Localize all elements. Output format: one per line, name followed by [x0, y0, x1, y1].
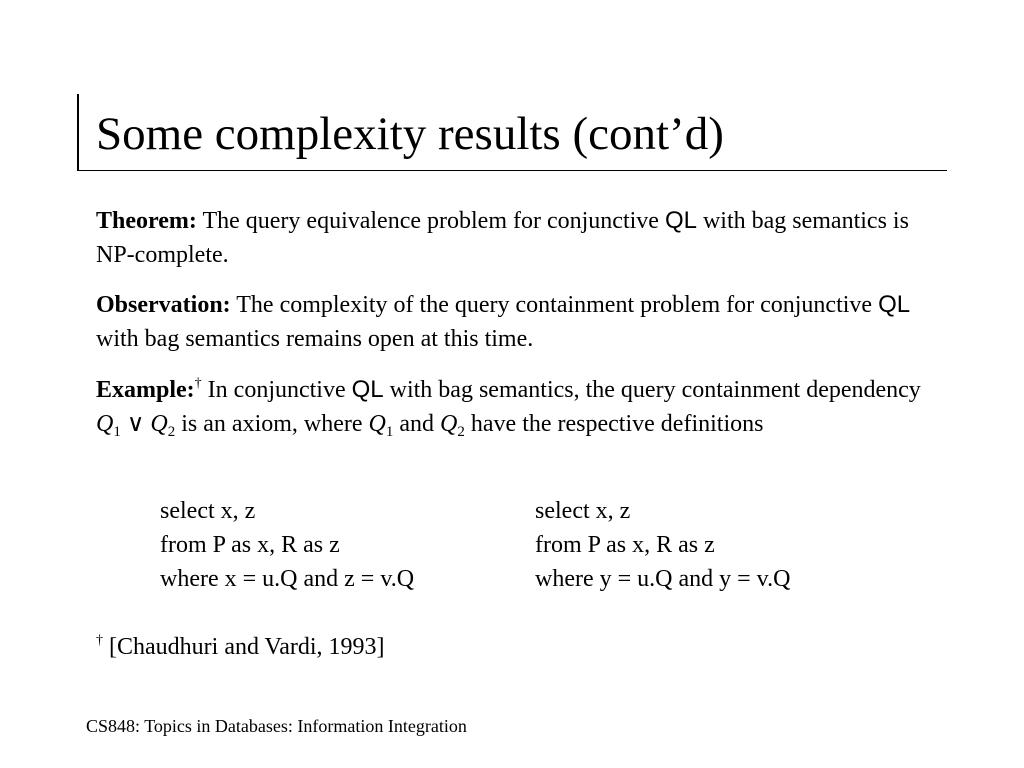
containment-symbol: ∨	[126, 410, 145, 437]
q1-ref-symbol: Q	[368, 411, 386, 437]
query-q2-definition	[535, 494, 790, 596]
query-q2-where: where y = u.Q and y = v.Q	[535, 566, 791, 592]
theorem-text-2: with bag semantics is NP-complete.	[96, 208, 909, 268]
theorem-paragraph	[96, 204, 946, 272]
q2-symbol: Q	[150, 411, 168, 437]
example-text-2: with bag semantics, the query containment dependency	[389, 377, 921, 403]
footnote-dagger: †	[96, 633, 103, 648]
query-q1-from: from P as x, R as z	[160, 532, 340, 558]
theorem-label: Theorem:	[96, 208, 197, 234]
query-q2-from: from P as x, R as z	[535, 532, 715, 558]
example-and: and	[399, 411, 435, 437]
observation-ql: QL	[878, 291, 911, 318]
slide-footer: CS848: Topics in Databases: Information Integration	[86, 716, 467, 736]
q2-ref-symbol: Q	[440, 411, 458, 437]
observation-paragraph	[96, 288, 946, 356]
observation-text-1: The complexity of the query containment problem for conjunctive	[236, 292, 873, 318]
footnote	[96, 630, 385, 664]
q2-ref-subscript: 2	[457, 424, 465, 440]
observation-text-2: with bag semantics remains open at this time.	[96, 326, 534, 352]
example-paragraph	[96, 373, 946, 441]
q1-ref-subscript: 1	[385, 424, 394, 440]
title-underline-rule	[77, 170, 947, 171]
query-q2-select: select x, z	[535, 498, 631, 524]
query-q1-definition	[160, 494, 414, 596]
example-text-3: is an axiom, where	[181, 411, 363, 437]
title-vertical-rule	[77, 94, 79, 170]
q2-subscript: 2	[167, 424, 176, 440]
example-text-1: In conjunctive	[207, 377, 346, 403]
query-q1-where: where x = u.Q and z = v.Q	[160, 566, 415, 592]
query-q1-select: select x, z	[160, 498, 256, 524]
example-dagger: †	[194, 376, 202, 391]
q1-subscript: 1	[113, 424, 121, 440]
q1-symbol: Q	[96, 411, 114, 437]
observation-label: Observation:	[96, 292, 231, 318]
example-text-4: have the respective definitions	[470, 411, 764, 437]
slide-title: Some complexity results (cont’d)	[96, 108, 724, 160]
example-ql: QL	[351, 376, 384, 403]
theorem-ql: QL	[664, 207, 697, 234]
footnote-citation: [Chaudhuri and Vardi, 1993]	[109, 634, 385, 660]
theorem-text-1: The query equivalence problem for conjunctive	[202, 208, 659, 234]
example-label: Example:	[96, 377, 195, 403]
